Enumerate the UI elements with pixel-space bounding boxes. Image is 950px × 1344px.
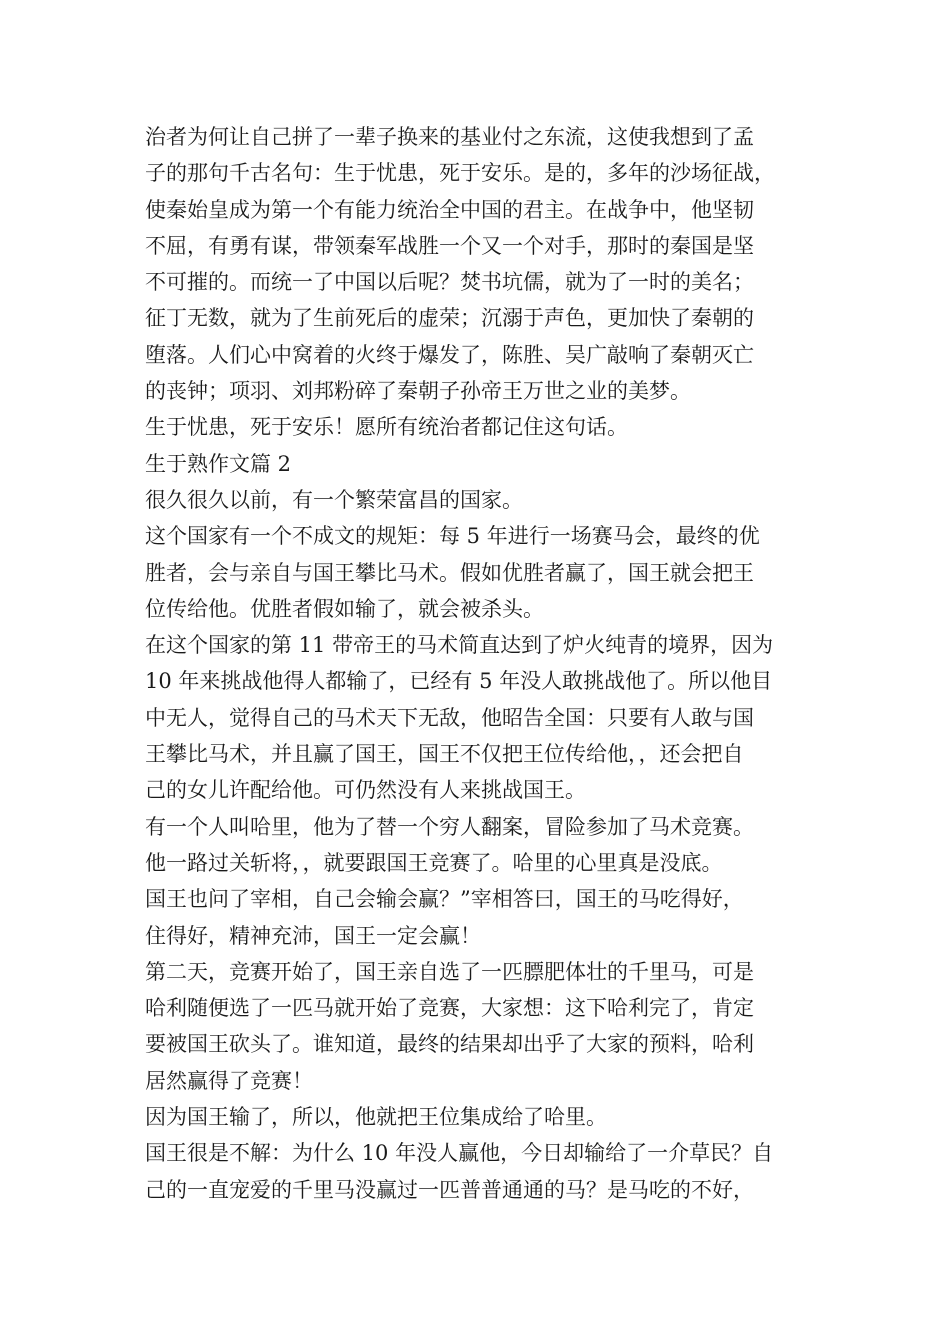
paragraph <box>145 409 825 445</box>
text-line: 己的女儿许配给他。可仍然没有人来挑战国王。 <box>145 778 586 803</box>
text-line: 住得好，精神充沛，国王一定会赢！ <box>145 923 481 948</box>
text-line: 子的那句千古名句：生于忧患，死于安乐。是的，多年的沙场征战， <box>145 161 775 186</box>
text-line: 很久很久以前，有一个繁荣富昌的国家。 <box>145 487 523 512</box>
text-line: 己的一直宠爱的千里马没赢过一匹普普通通的马？是马吃的不好， <box>145 1177 754 1202</box>
paragraph <box>145 482 825 518</box>
paragraph <box>145 518 825 627</box>
paragraph <box>145 881 825 954</box>
paragraph <box>145 1099 825 1135</box>
text-line: 哈利随便选了一匹马就开始了竞赛，大家想：这下哈利完了，肯定 <box>145 996 754 1021</box>
text-line: 中无人，觉得自己的马术天下无敌，他昭告全国：只要有人敢与国 <box>145 705 754 730</box>
paragraph <box>145 845 825 881</box>
text-line: 因为国王输了，所以，他就把王位集成给了哈里。 <box>145 1105 607 1130</box>
section-heading <box>145 446 825 482</box>
text-line: 使秦始皇成为第一个有能力统治全中国的君主。在战争中，他坚韧 <box>145 197 754 222</box>
text-line: 位传给他。优胜者假如输了，就会被杀头。 <box>145 596 544 621</box>
text-line: 王攀比马术，并且赢了国王，国王不仅把王位传给他，，还会把自 <box>145 742 744 767</box>
text-line: 生于熟作文篇 2 <box>145 451 292 476</box>
text-line: 不可摧的。而统一了中国以后呢？焚书坑儒，就为了一时的美名； <box>145 270 754 295</box>
text-line: 国王很是不解：为什么 10 年没人赢他，今日却输给了一介草民？自 <box>145 1141 774 1166</box>
text-line: 堕落。人们心中窝着的火终于爆发了，陈胜、吴广敲响了秦朝灭亡 <box>145 342 754 367</box>
paragraph <box>145 1135 825 1208</box>
text-line: 居然赢得了竞赛！ <box>145 1068 313 1093</box>
text-line: 征丁无数，就为了生前死后的虚荣；沉溺于声色，更加快了秦朝的 <box>145 306 754 331</box>
text-line: 治者为何让自己拼了一辈子换来的基业付之东流，这使我想到了孟 <box>145 125 754 149</box>
text-line: 这个国家有一个不成文的规矩：每 5 年进行一场赛马会，最终的优 <box>145 524 760 549</box>
text-line: 要被国王砍头了。谁知道，最终的结果却出乎了大家的预料，哈利 <box>145 1032 754 1057</box>
text-line: 不屈，有勇有谋，带领秦军战胜一个又一个对手，那时的秦国是坚 <box>145 233 754 258</box>
paragraph <box>145 809 825 845</box>
text-line: 在这个国家的第 11 带帝王的马术简直达到了炉火纯青的境界，因为 <box>145 633 774 658</box>
text-line: 他一路过关斩将，，就要跟国王竞赛了。哈里的心里真是没底。 <box>145 850 723 875</box>
paragraph <box>145 954 825 1099</box>
text-line: 10 年来挑战他得人都输了，已经有 5 年没人敢挑战他了。所以他目 <box>145 669 773 694</box>
paragraph <box>145 627 825 808</box>
text-line: 第二天，竞赛开始了，国王亲自选了一匹膘肥体壮的千里马，可是 <box>145 959 754 984</box>
document-body <box>145 119 825 1208</box>
text-line: 的丧钟；项羽、刘邦粉碎了秦朝子孙帝王万世之业的美梦。 <box>145 379 691 404</box>
text-line: 生于忧患，死于安乐！愿所有统治者都记住这句话。 <box>145 415 628 440</box>
text-line: 有一个人叫哈里，他为了替一个穷人翻案，冒险参加了马术竞赛。 <box>145 814 754 839</box>
paragraph <box>145 119 825 409</box>
text-line: 国王也问了宰相，自己会输会赢？”宰相答曰，国王的马吃得好， <box>145 887 744 912</box>
text-line: 胜者，会与亲自与国王攀比马术。假如优胜者赢了，国王就会把王 <box>145 560 754 585</box>
